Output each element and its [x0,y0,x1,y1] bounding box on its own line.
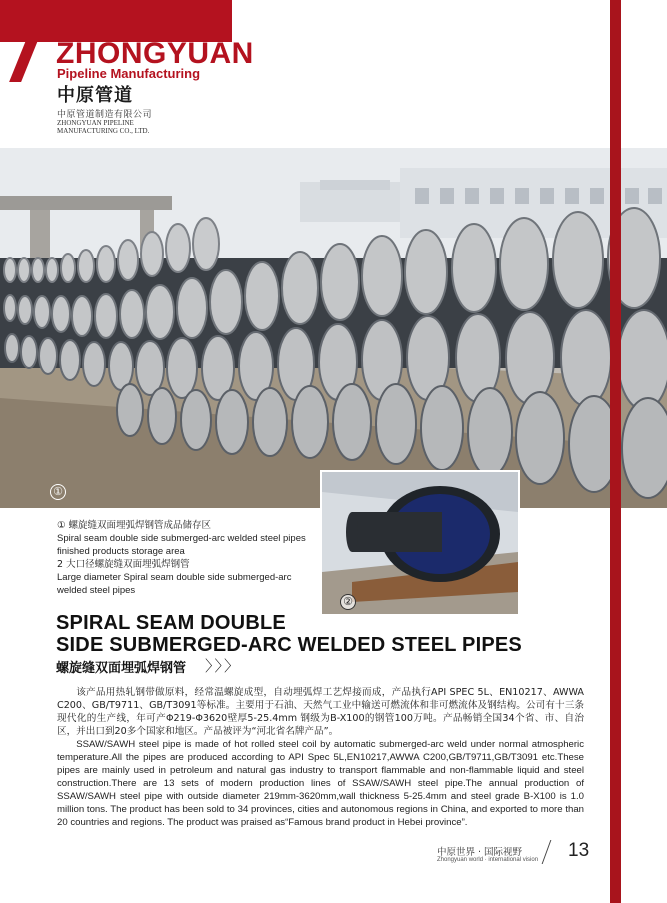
brand-subtitle: Pipeline Manufacturing [57,66,201,81]
photo-number-1: ① [50,484,66,500]
section-title-line-1: SPIRAL SEAM DOUBLE [56,612,286,634]
brand-chinese-name: 中原管道 [57,85,133,106]
footer-divider [542,840,552,864]
chevron-right-icon: 〉〉〉 [205,657,242,675]
caption-1-en: Spiral seam double side submerged-arc welded steel pipes finished products storage area [57,533,306,557]
photo-number-2: ② [340,594,356,610]
caption-1-cn: ① 螺旋缝双面埋弧焊钢管成品储存区 [57,520,212,531]
right-red-stripe [610,0,621,903]
footer-slogan-en: Zhongyuan world · international vision [437,857,539,863]
footer-slogan-cn: 中原世界 · 国际视野 [437,847,523,858]
section-title-line-2: SIDE SUBMERGED-ARC WELDED STEEL PIPES [56,634,522,656]
description-en: SSAW/SAWH steel pipe is made of hot rolled steel coil by automatic submerged-arc weld under normal atmospheric temperature.All the pipes are produced according to API Spec 5L,EN10217,AWWA C200,GB/T9711,GB/T3091 etc.These pipes are mainly used in petroleum and natural gas industry to transport flammable and non-flammable liquid and steel construction.There are 13 sets of modern production lines of SSAW/SAWH steel pipe.The annual production of SSAW/SAWH steel pipe with outside diameter 219mm-3620mm,wall thickness 5-25.4mm and steel grade B-X100 is 1.0 million tons. The product has been sold to 34 provinces, cities and autonomous regions in China, and exported to more than 20 countries and regions. The product was praised as“Famous brand product in Hebei province”. [57,739,584,828]
brand-name: ZHONGYUAN [56,37,254,70]
section-title-cn: 螺旋缝双面埋弧焊钢管 [56,661,187,676]
company-name-en: ZHONGYUAN PIPELINE MANUFACTURING CO., LTD. [57,119,150,135]
photo-captions [57,519,307,597]
page-edge-tab [621,835,637,863]
pipe-storage-photo [0,148,667,508]
caption-2-en: Large diameter Spiral seam double side submerged-arc welded steel pipes [57,572,292,596]
caption-2-cn: 2 大口径螺旋缝双面埋弧焊钢管 [57,559,190,570]
header-red-bar [0,0,232,42]
logo-slash-icon [9,38,39,82]
page-number: 13 [568,840,590,861]
product-description [57,686,584,829]
company-name-cn: 中原管道制造有限公司 [57,110,153,120]
large-pipe-illustration [322,472,518,614]
pipe-storage-illustration [0,148,667,508]
description-cn: 该产品用热轧钢带做原料，经常温螺旋成型，自动埋弧焊工艺焊接而成，产品执行API SPEC 5L、EN10217、AWWA C200、GB/T9711、GB/T3091等标准。主要用于石油、天然气工业中输送可燃流体和非可燃流体及钢结构。公司有十三条现代化的生产线，年可产Φ219-Φ3620壁厚5-25.4mm 钢级为B-X100的钢管100万吨。产品畅销全国34个省、市、自治区，并出口到20多个国家和地区。产品被评为“河北省名牌产品”。 [57,687,584,737]
